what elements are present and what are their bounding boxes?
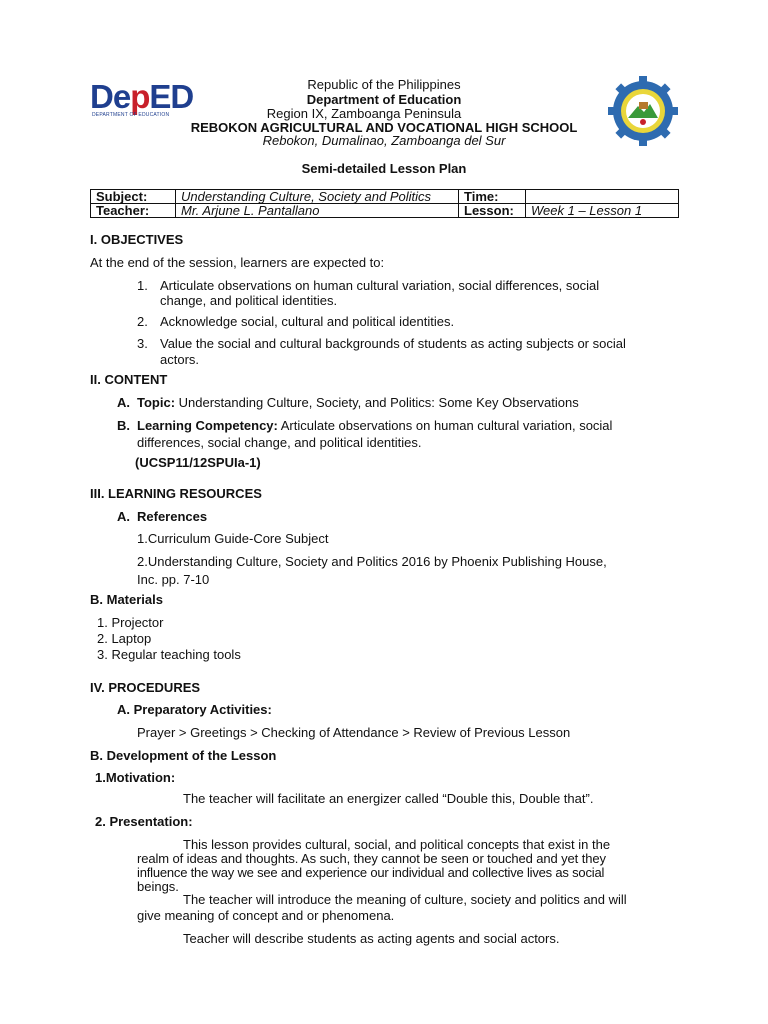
topic-text: Understanding Culture, Society, and Politics: Some Key Observations	[175, 395, 579, 410]
lesson-value: Week 1 – Lesson 1	[526, 204, 679, 218]
deped-logo-text: DepED	[90, 78, 194, 115]
presentation-p1-line1: This lesson provides cultural, social, and political concepts that exist in the	[183, 837, 611, 852]
motivation-heading: 1.Motivation:	[95, 770, 176, 785]
preparatory-heading: A. Preparatory Activities:	[117, 702, 272, 717]
content-topic	[137, 395, 579, 410]
objective-1-line2: change, and political identities.	[160, 293, 338, 308]
objective-1-line1: Articulate observations on human cultural variation, social differences, social	[160, 278, 600, 293]
header-region: Region IX, Zamboanga Peninsula	[266, 106, 462, 121]
table-row	[91, 190, 679, 204]
table-row	[91, 204, 679, 218]
header-address: Rebokon, Dumalinao, Zamboanga del Sur	[262, 133, 506, 148]
subject-value: Understanding Culture, Society and Politics	[176, 190, 459, 204]
presentation-p2-line1: The teacher will introduce the meaning of culture, society and politics and will	[183, 892, 627, 907]
presentation-p1-line2: realm of ideas and thoughts. As such, they cannot be seen or touched and yet they	[137, 851, 606, 866]
materials-heading: B. Materials	[90, 592, 163, 607]
resources-a-letter: A.	[117, 509, 130, 524]
presentation-p2-line2: give meaning of concept and or phenomena.	[137, 908, 395, 923]
procedures-heading: IV. PROCEDURES	[90, 680, 201, 695]
time-label: Time:	[459, 190, 526, 204]
lesson-label: Lesson:	[459, 204, 526, 218]
deped-logo	[90, 78, 194, 124]
objective-3-line2: actors.	[160, 352, 200, 367]
reference-2-line2: Inc. pp. 7-10	[137, 572, 210, 587]
objective-2-num: 2.	[137, 314, 148, 329]
deped-logo-subtext: DEPARTMENT OF EDUCATION	[92, 112, 170, 118]
preparatory-text: Prayer > Greetings > Checking of Attendance > Review of Previous Lesson	[137, 725, 571, 740]
objective-3-num: 3.	[137, 336, 148, 351]
objectives-heading: I. OBJECTIVES	[90, 232, 184, 247]
gear-seal-icon	[608, 76, 678, 146]
presentation-heading: 2. Presentation:	[95, 814, 193, 829]
time-value	[526, 190, 679, 204]
development-heading: B. Development of the Lesson	[90, 748, 277, 763]
teacher-value: Mr. Arjune L. Pantallano	[176, 204, 459, 218]
topic-label: Topic:	[137, 395, 176, 410]
lesson-info-table	[90, 189, 679, 218]
competency-text-line2: differences, social change, and political identities.	[137, 435, 422, 450]
material-item-2: 2. Laptop	[97, 631, 152, 646]
content-a-letter: A.	[117, 395, 130, 410]
header-republic: Republic of the Philippines	[307, 77, 461, 92]
competency-label: Learning Competency:	[137, 418, 278, 433]
subject-label: Subject:	[91, 190, 176, 204]
presentation-p3: Teacher will describe students as acting agents and social actors.	[183, 931, 560, 946]
material-item-3: 3. Regular teaching tools	[97, 647, 241, 662]
resources-heading: III. LEARNING RESOURCES	[90, 486, 262, 501]
content-competency	[137, 418, 612, 433]
document-title: Semi-detailed Lesson Plan	[301, 161, 467, 176]
school-seal-logo	[608, 76, 678, 146]
motivation-text: The teacher will facilitate an energizer called “Double this, Double that”.	[183, 791, 594, 806]
presentation-p1-line3: influence the way we see and experience our individual and collective lives as social	[137, 865, 605, 880]
header-department: Department of Education	[306, 92, 462, 107]
content-b-letter: B.	[117, 418, 130, 433]
content-heading: II. CONTENT	[90, 372, 168, 387]
reference-1: 1.Curriculum Guide-Core Subject	[137, 531, 329, 546]
objective-1-num: 1.	[137, 278, 148, 293]
material-item-1: 1. Projector	[97, 615, 164, 630]
teacher-label: Teacher:	[91, 204, 176, 218]
reference-2-line1: 2.Understanding Culture, Society and Politics 2016 by Phoenix Publishing House,	[137, 554, 607, 569]
presentation-p1-line4: beings.	[137, 879, 179, 894]
objective-2-line1: Acknowledge social, cultural and political identities.	[160, 314, 455, 329]
competency-code: (UCSP11/12SPUIa-1)	[135, 455, 261, 470]
header-school-name: REBOKON AGRICULTURAL AND VOCATIONAL HIGH SCHOOL	[190, 120, 578, 135]
objective-3-line1: Value the social and cultural backgrounds of students as acting subjects or social	[160, 336, 626, 351]
competency-text: Articulate observations on human cultural variation, social	[277, 418, 613, 433]
references-label: References	[137, 509, 208, 524]
objectives-intro: At the end of the session, learners are expected to:	[90, 255, 385, 270]
